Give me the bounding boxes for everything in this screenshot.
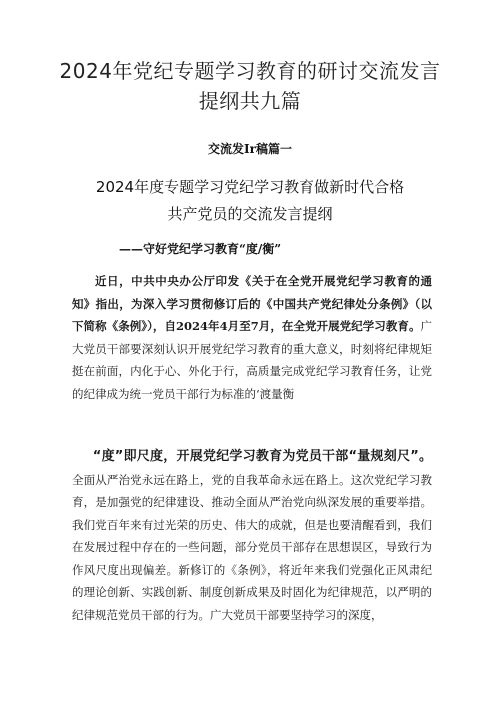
paragraph-2-lead: “度”即尺度，开展党纪学习教育为党员干部“量规刻尺”。 (92, 449, 432, 464)
paragraph-1-text: 广大党员干部要深刻认识开展党纪学习教育的重大意义，时刻将纪律规矩挺在前面，内化于心、外化于行，高质量完成党纪学习教育任务，让党的纪律成为统一党员干部行为标准的‘渡量衡 (72, 319, 432, 401)
document-title-line2: 提纲共九篇 (198, 89, 302, 113)
paragraph-1 (72, 270, 432, 405)
article-title-line1: 2024年度专题学习党纪学习教育做新时代合格 (95, 178, 405, 196)
document-title (0, 56, 500, 116)
section-label: 交流发Ir稿篇一 (208, 142, 292, 156)
paragraph-2-text: 全面从严治党永远在路上，党的自我革命永远在路上。这次党纪学习教育，是加强党的纪律建设、推动全面从严治党向纵深发展的重要举措。我们党百年来有过光荣的历史、伟大的成就，但是也要清醒看到，我们在发展过程中存在的一些问题，部分党员干部存在思想误区，导致行为作风尺度出现偏差。新修订的《条例》，将近年来我们党强化正风肃纪的理论创新、实践创新、制度创新成果及时固化为纪律规范，以严明的纪律规范党员干部的行为。广大党员干部要坚持学习的深度， (72, 472, 432, 622)
article-subtitle: ——守好党纪学习教育“度/衡” (119, 242, 282, 256)
document-title-line1: 2024年党纪专题学习教育的研讨交流发言 (59, 59, 441, 83)
paragraph-2 (72, 445, 432, 626)
paragraph-1-bold-text: 近日，中共中央办公厅印发《关于在全党开展党纪学习教育的通知》指出，为深入学习贯彻修订后的《中国共产党纪律处分条例》（以下简称《条例》），自2024年4月至7月，在全党开展党纪学习教育。 (72, 274, 432, 333)
article-title-line2: 共产党员的交流发言提纲 (167, 205, 333, 223)
article-title (0, 174, 500, 228)
